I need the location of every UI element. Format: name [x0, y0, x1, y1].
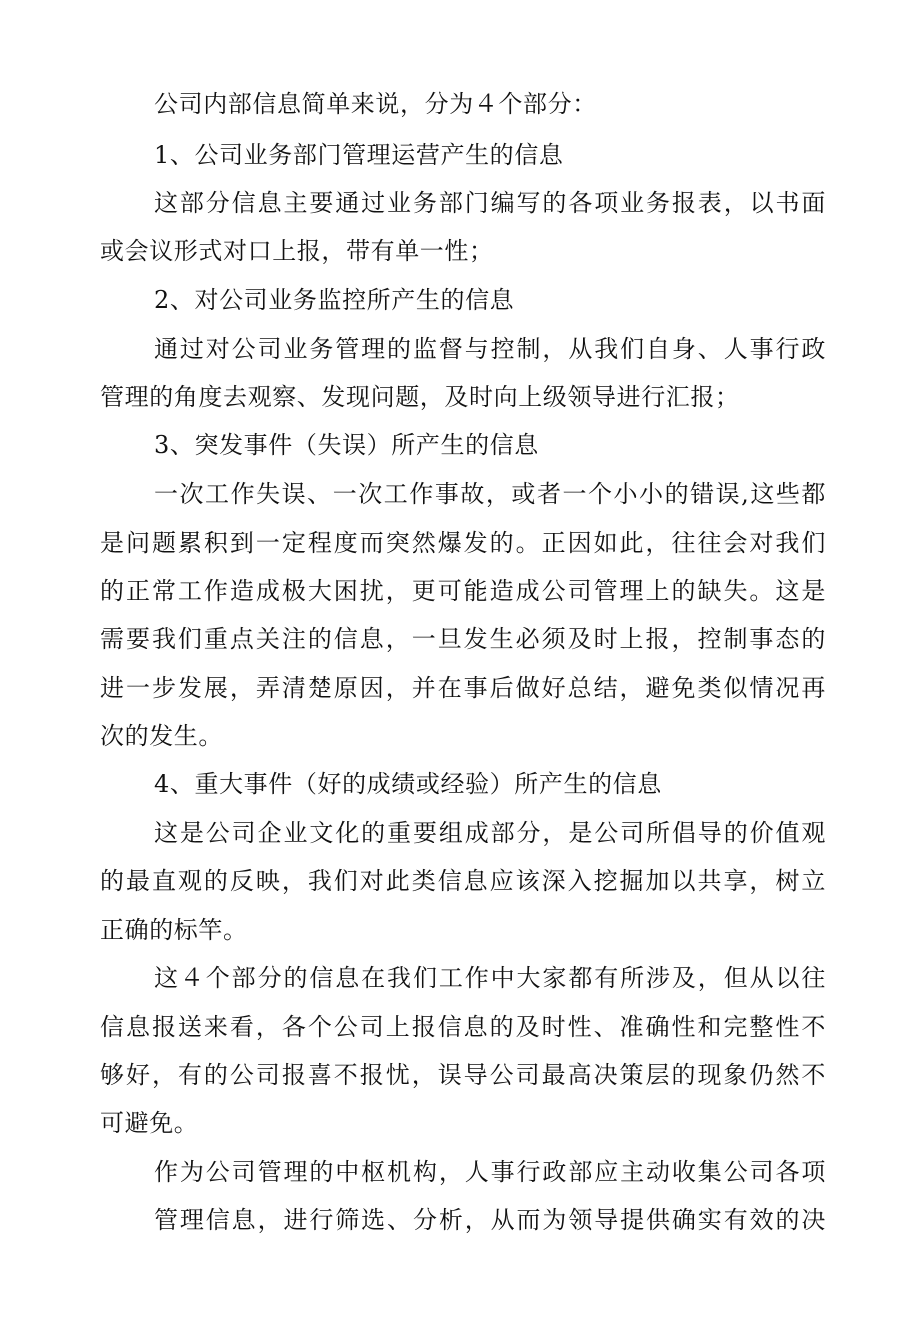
paragraph-3-line-6: 次的发生。 — [100, 722, 223, 750]
section-heading-2: 2、对公司业务监控所产生的信息 — [154, 286, 515, 314]
paragraph-3-line-1: 一次工作失误、一次工作事故，或者一个小小的错误,这些都 — [154, 480, 826, 508]
section-heading-4: 4、重大事件（好的成绩或经验）所产生的信息 — [154, 770, 662, 798]
paragraph-3-line-5: 进一步发展，弄清楚原因，并在事后做好总结，避免类似情况再 — [100, 674, 826, 702]
paragraph-6-line-1: 作为公司管理的中枢机构，人事行政部应主动收集公司各项 — [154, 1158, 826, 1186]
paragraph-4-line-1: 这是公司企业文化的重要组成部分，是公司所倡导的价值观 — [154, 819, 826, 847]
paragraph-1-line-1: 这部分信息主要通过业务部门编写的各项业务报表，以书面 — [154, 189, 826, 217]
paragraph-5-line-2: 信息报送来看，各个公司上报信息的及时性、准确性和完整性不 — [100, 1013, 826, 1041]
section-heading-3: 3、突发事件（失误）所产生的信息 — [154, 431, 539, 459]
paragraph-6-line-2: 管理信息，进行筛选、分析，从而为领导提供确实有效的决 — [154, 1206, 826, 1234]
paragraph-4-line-3: 正确的标竿。 — [100, 916, 248, 944]
section-heading-1: 1、公司业务部门管理运营产生的信息 — [154, 141, 564, 169]
paragraph-2-line-1: 通过对公司业务管理的监督与控制，从我们自身、人事行政 — [154, 335, 826, 363]
paragraph-5-line-1: 这４个部分的信息在我们工作中大家都有所涉及，但从以往 — [154, 964, 826, 992]
paragraph-4-line-2: 的最直观的反映，我们对此类信息应该深入挖掘加以共享，树立 — [100, 867, 826, 895]
paragraph-5-line-4: 可避免。 — [100, 1109, 199, 1137]
paragraph-3-line-4: 需要我们重点关注的信息，一旦发生必须及时上报，控制事态的 — [100, 625, 826, 653]
paragraph-intro-line-1: 公司内部信息简单来说，分为４个部分： — [154, 90, 597, 118]
paragraph-2-line-2: 管理的角度去观察、发现问题，及时向上级领导进行汇报； — [100, 383, 740, 411]
paragraph-5-line-3: 够好，有的公司报喜不报忧，误导公司最高决策层的现象仍然不 — [100, 1061, 826, 1089]
paragraph-3-line-3: 的正常工作造成极大困扰，更可能造成公司管理上的缺失。这是 — [100, 577, 826, 605]
paragraph-3-line-2: 是问题累积到一定程度而突然爆发的。正因如此，往往会对我们 — [100, 529, 826, 557]
paragraph-1-line-2: 或会议形式对口上报，带有单一性； — [100, 237, 494, 265]
